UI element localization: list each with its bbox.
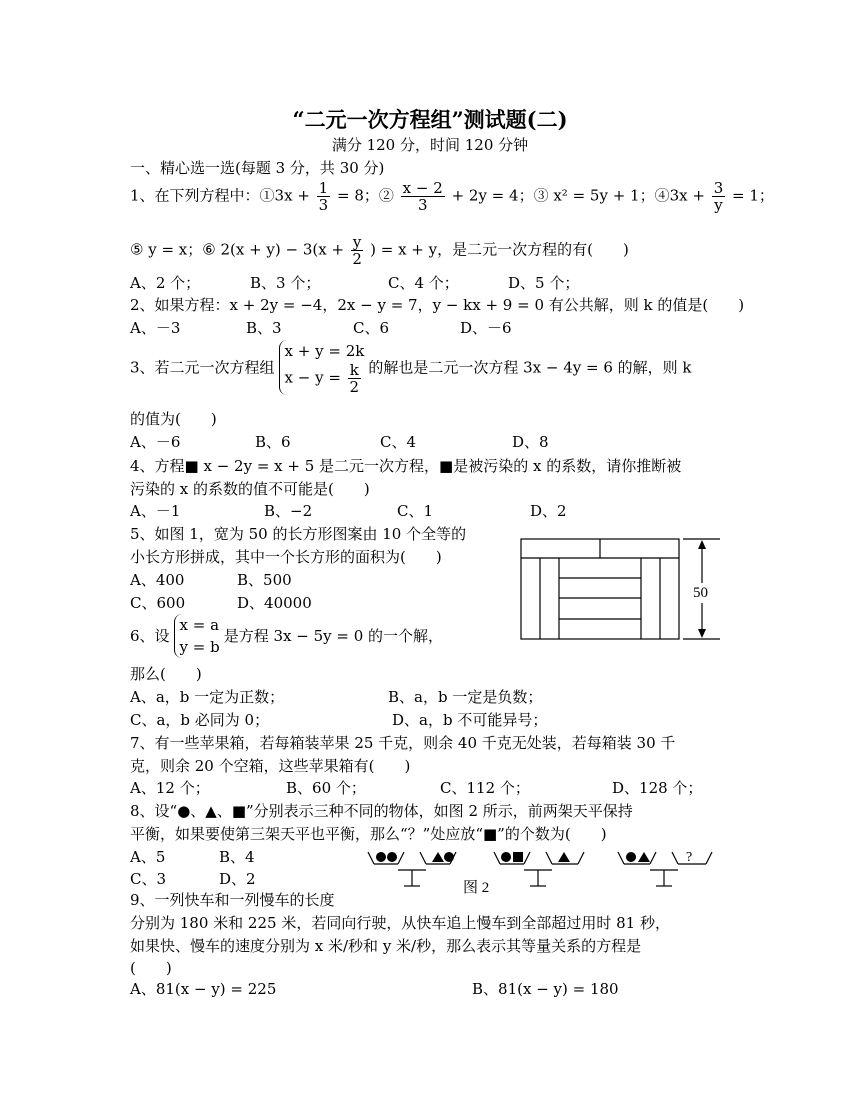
fraction: $\frac{k}{2}$ — [349, 361, 360, 396]
q7-option-b: B、60 个； — [286, 779, 366, 797]
q8-option-a: A、5 — [130, 848, 166, 866]
fraction: $\frac{1}{3}$ — [318, 179, 329, 214]
question-8-line2: 平衡，如果要使第三架天平也平衡，那么“？”处应放“■”的个数为( ) — [130, 825, 607, 843]
q5-option-d: D、40000 — [237, 594, 312, 612]
q4-option-a: A、－1 — [130, 502, 181, 520]
q6-option-b: B、a，b 一定是负数； — [388, 688, 543, 706]
figure-2-caption: 图 2 — [463, 880, 490, 896]
q4-option-c: C、1 — [397, 502, 434, 520]
fraction: $\frac{y}{2}$ — [352, 233, 362, 268]
figure-2-balances — [360, 848, 730, 896]
q1-option-c: C、4 个； — [388, 274, 459, 292]
q3-option-b: B、6 — [255, 433, 291, 451]
q3-option-d: D、8 — [512, 433, 549, 451]
question-9-line1: 9、一列快车和一列慢车的长度 — [130, 891, 335, 909]
q7-option-d: D、128 个； — [612, 779, 703, 797]
question-6-line2: 那么( ) — [130, 665, 202, 683]
fraction: $\frac{3}{y}$ — [713, 179, 724, 214]
figure-1-width-label: 50 — [693, 585, 708, 601]
question-8-line1: 8、设“●、▲、■”分别表示三种不同的物体，如图 2 所示，前两架天平保持 — [130, 802, 633, 820]
q4-option-d: D、2 — [530, 502, 567, 520]
q7-option-a: A、12 个； — [130, 779, 210, 797]
question-1-line1: 1、在下列方程中：①3x + $\frac{1}{3}$ = 8；② $\frac{x - 2}{3}$ + 2y = 4；③ x² = 5y + 1；④3x + $\frac{3}{y}$ = 1； — [130, 179, 774, 214]
question-3-line2: 的值为( ) — [130, 410, 217, 428]
q3-option-a: A、－6 — [130, 433, 181, 451]
figure-2-question-mark: ? — [686, 850, 693, 865]
question-7-line2: 克，则余 20 个空箱，这些苹果箱有( ) — [130, 757, 411, 775]
question-5-line2: 小长方形拼成，其中一个长方形的面积为( ) — [130, 548, 442, 566]
q7-option-c: C、112 个； — [440, 779, 530, 797]
q5-option-b: B、500 — [237, 571, 292, 589]
question-9-line2: 分别为 180 米和 225 米，若同向行驶，从快车追上慢车到全部超过用时 81 秒， — [130, 914, 670, 932]
question-1-line2: ⑤ y = x；⑥ 2(x + y) − 3(x + $\frac{y}{2}$ ) = x + y，是二元一次方程的有( ) — [130, 233, 629, 268]
question-2: 2、如果方程：x + 2y = −4，2x − y = 7，y − kx + 9 = 0 有公共解，则 k 的值是( ) — [130, 296, 745, 314]
q1-option-a: A、2 个； — [130, 274, 201, 292]
q6-option-a: A、a，b 一定为正数； — [130, 688, 285, 706]
question-7-line1: 7、有一些苹果箱，若每箱装苹果 25 千克，则余 40 千克无处装，若每箱装 30 千 — [130, 734, 676, 752]
q9-option-b: B、81(x − y) = 180 — [472, 980, 619, 998]
equation-system: x + y = 2k x − y = $\frac{k}{2}$ — [279, 340, 365, 395]
q6-option-c: C、a，b 必同为 0； — [130, 711, 270, 729]
q2-option-a: A、－3 — [130, 319, 181, 337]
q3-option-c: C、4 — [380, 433, 417, 451]
q2-option-d: D、－6 — [460, 319, 512, 337]
question-4-line2: 污染的 x 的系数的值不可能是( ) — [130, 480, 370, 498]
question-6-line1: 6、设 x = a y = b 是方程 3x − 5y = 0 的一个解， — [130, 616, 444, 656]
q1-option-b: B、3 个； — [250, 274, 321, 292]
question-4-line1: 4、方程■ x − 2y = x + 5 是二元一次方程，■是被污染的 x 的系数，请你推断被 — [130, 457, 682, 475]
question-5-line1: 5、如图 1，宽为 50 的长方形图案由 10 个全等的 — [130, 525, 467, 543]
q5-option-a: A、400 — [130, 571, 185, 589]
page-subtitle: 满分 120 分，时间 120 分钟 — [331, 136, 529, 154]
figure-1-rectangle-pattern — [515, 535, 725, 645]
q8-option-c: C、3 — [130, 870, 167, 888]
q8-option-b: B、4 — [219, 848, 255, 866]
question-9-line4: ( ) — [130, 959, 172, 977]
q9-option-a: A、81(x − y) = 225 — [130, 980, 277, 998]
q4-option-b: B、−2 — [264, 502, 313, 520]
fraction: $\frac{x - 2}{3}$ — [402, 179, 443, 214]
q5-option-c: C、600 — [130, 594, 186, 612]
q8-option-d: D、2 — [219, 870, 256, 888]
q2-option-b: B、3 — [246, 319, 282, 337]
q2-option-c: C、6 — [353, 319, 390, 337]
question-9-line3: 如果快、慢车的速度分别为 x 米/秒和 y 米/秒，那么表示其等量关系的方程是 — [130, 937, 642, 955]
q1-option-d: D、5 个； — [508, 274, 580, 292]
question-3-line1: 3、若二元一次方程组 x + y = 2k x − y = $\frac{k}{2}$ 的解也是二元一次方程 3x − 4y = 6 的解，则 k — [130, 342, 692, 396]
q6-option-d: D、a，b 不可能异号； — [392, 711, 548, 729]
equation-system: x = a y = b — [174, 614, 220, 658]
page-title: “二元一次方程组”测试题(二) — [292, 107, 568, 132]
section-heading: 一、精心选一选(每题 3 分，共 30 分) — [130, 159, 385, 177]
